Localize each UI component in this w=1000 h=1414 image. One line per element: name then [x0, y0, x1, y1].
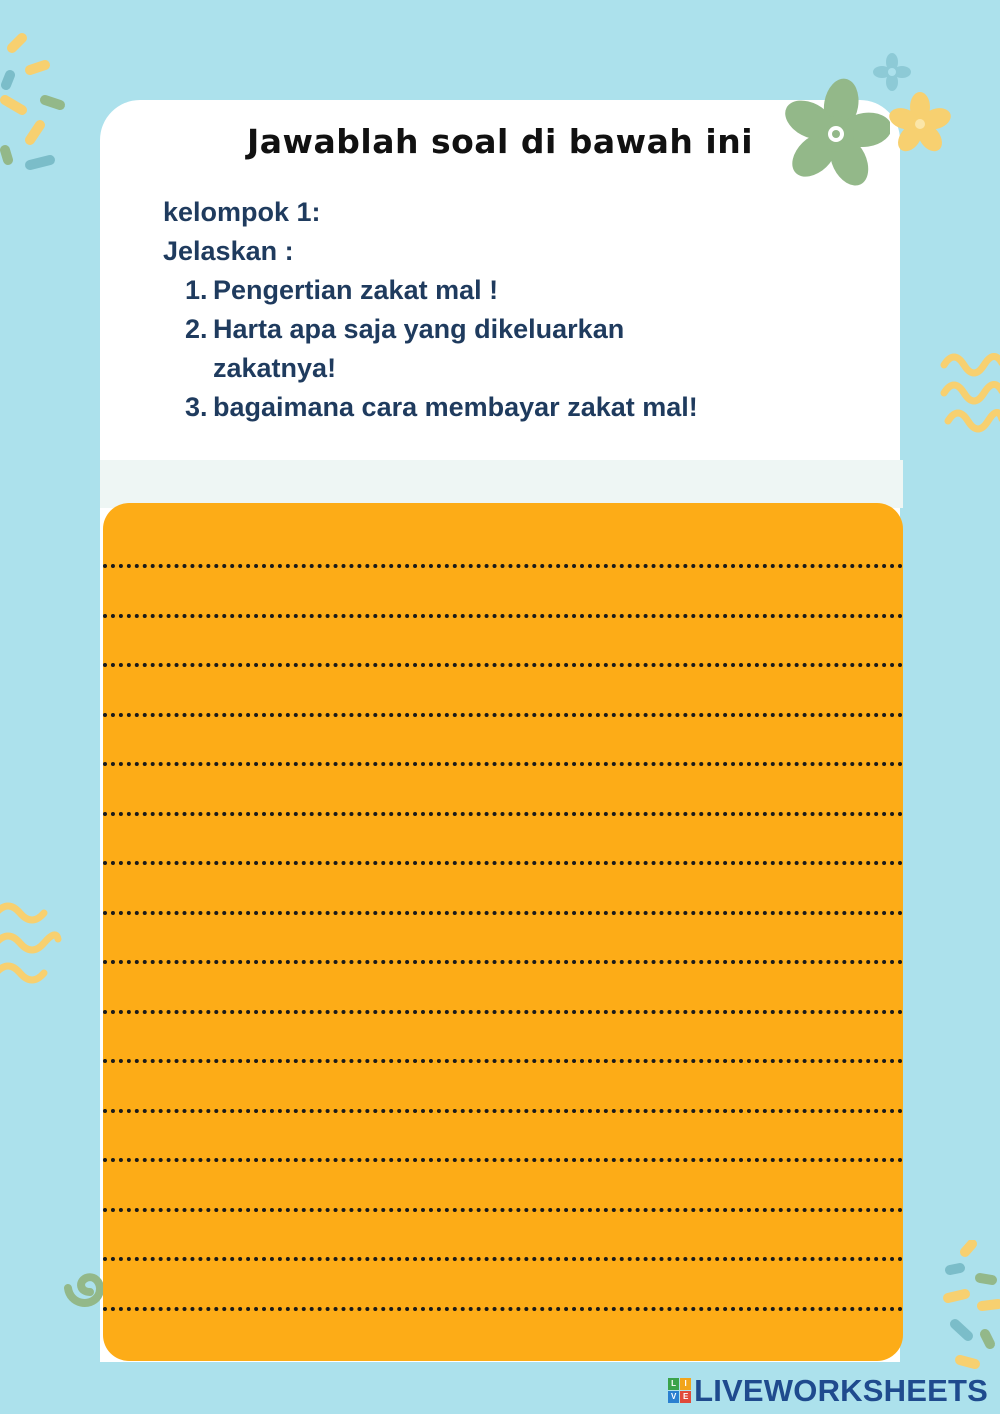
answer-line	[103, 812, 903, 816]
liveworksheets-brand[interactable]	[668, 1374, 988, 1408]
answer-line	[103, 663, 903, 667]
worksheet-title: Jawablah soal di bawah ini	[246, 122, 754, 161]
answer-line	[103, 911, 903, 915]
squiggle-right-icon	[940, 345, 1000, 445]
answer-line	[103, 1158, 903, 1162]
squiggle-left-icon	[0, 895, 62, 995]
answer-line	[103, 1257, 903, 1261]
answer-line	[103, 614, 903, 618]
answer-area[interactable]	[103, 503, 903, 1361]
answer-line	[103, 564, 903, 568]
question-number-1: 1.	[185, 275, 208, 305]
question-1-text: Pengertian zakat mal !	[213, 275, 499, 305]
card-divider-band	[100, 460, 903, 508]
answer-line	[103, 861, 903, 865]
brand-name: LIVEWORKSHEETS	[694, 1373, 988, 1408]
answer-line	[103, 762, 903, 766]
question-3-text: bagaimana cara membayar zakat mal!	[213, 392, 698, 422]
logo-letter-i: I	[680, 1378, 691, 1390]
answer-line	[103, 960, 903, 964]
answer-line	[103, 1010, 903, 1014]
question-number-3: 3.	[185, 392, 208, 422]
answer-line	[103, 713, 903, 717]
liveworksheets-logo-icon	[668, 1378, 692, 1404]
logo-letter-v: V	[668, 1391, 679, 1403]
question-number-2: 2.	[185, 314, 208, 344]
sprinkles-bottom-right	[930, 1240, 1000, 1380]
group-label: kelompok 1:	[163, 197, 321, 227]
answer-line	[103, 1307, 903, 1311]
instruction-label: Jelaskan :	[163, 236, 294, 266]
answer-line	[103, 1208, 903, 1212]
answer-line	[103, 1109, 903, 1113]
question-2-text: Harta apa saja yang dikeluarkan	[213, 314, 625, 344]
logo-letter-e: E	[680, 1391, 691, 1403]
answer-line	[103, 1059, 903, 1063]
sprinkles-top-left	[0, 30, 80, 190]
logo-letter-l: L	[668, 1378, 679, 1390]
question-2-text-continued: zakatnya!	[213, 353, 337, 383]
